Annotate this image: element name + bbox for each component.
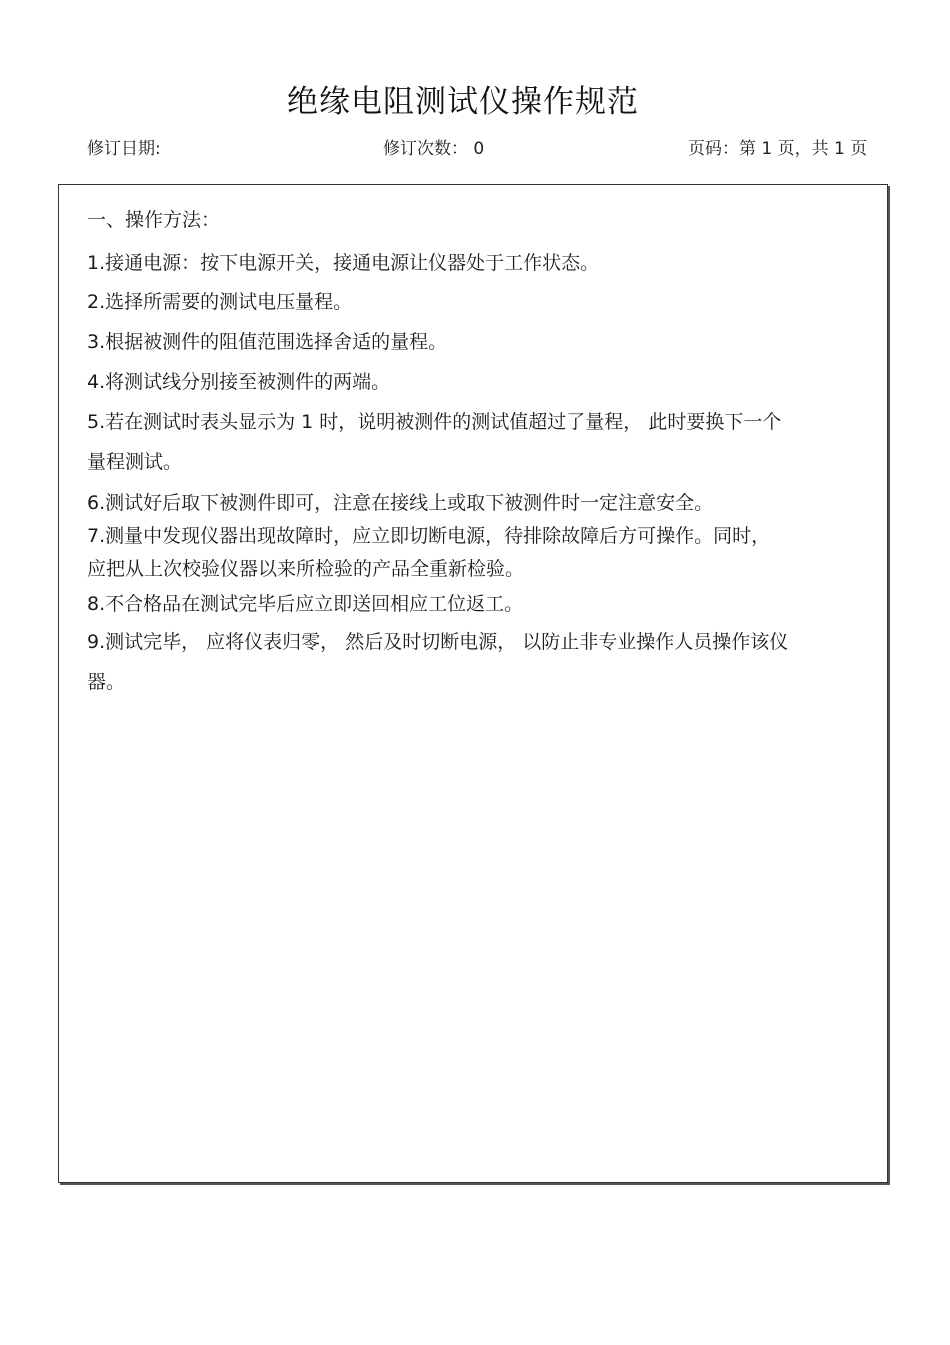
procedure-line-7-continued: 应把从上次校验仪器以来所检验的产品全重新检验。 — [87, 558, 525, 580]
revision-count-label: 修订次数： 0 — [383, 139, 485, 159]
content-frame — [58, 184, 888, 1183]
document-title: 绝缘电阻测试仪操作规范 — [287, 84, 639, 120]
procedure-line-2: 2.选择所需要的测试电压量程。 — [87, 291, 353, 313]
procedure-line-1: 1.接通电源：按下电源开关，接通电源让仪器处于工作状态。 — [87, 252, 600, 274]
procedure-line-7: 7.测量中发现仪器出现故障时，应立即切断电源，待排除故障后方可操作。同时， — [87, 525, 771, 547]
procedure-line-5: 5.若在测试时表头显示为 1 时，说明被测件的测试值超过了量程， 此时要换下一个 — [87, 411, 782, 433]
procedure-line-6: 6.测试好后取下被测件即可，注意在接线上或取下被测件时一定注意安全。 — [87, 492, 714, 514]
procedure-line-9-continued: 器。 — [87, 671, 126, 693]
revision-date-label: 修订日期: — [87, 139, 161, 159]
page-number-label: 页码：第 1 页，共 1 页 — [688, 139, 868, 159]
procedure-line-3: 3.根据被测件的阻值范围选择舍适的量程。 — [87, 331, 448, 353]
procedure-line-9: 9.测试完毕， 应将仪表归零， 然后及时切断电源， 以防止非专业操作人员操作该仪 — [87, 631, 789, 653]
procedure-line-8: 8.不合格品在测试完毕后应立即送回相应工位返工。 — [87, 593, 524, 615]
procedure-line-5-continued: 量程测试。 — [87, 451, 183, 473]
procedure-line-4: 4.将测试线分别接至被测件的两端。 — [87, 371, 391, 393]
section-heading: 一、操作方法： — [87, 209, 221, 231]
